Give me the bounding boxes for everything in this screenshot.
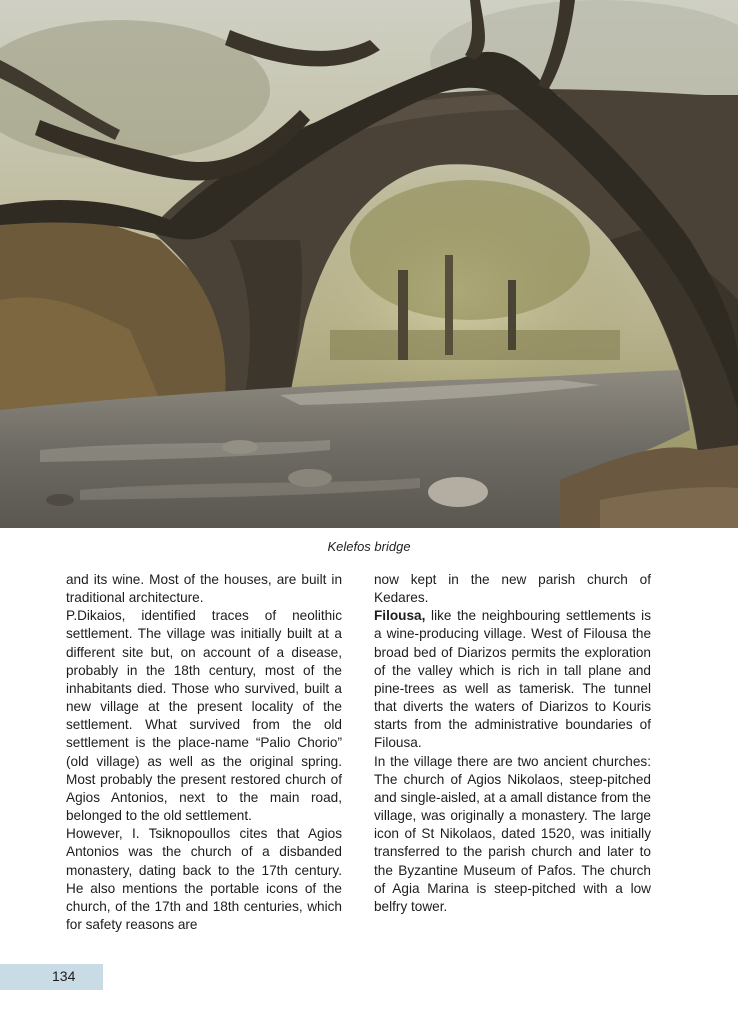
paragraph-text: like the neighbouring settlements is a wine-producing village. West of Filousa the broad bed of Diarizos permits the exploration of the valley which is rich in tall plane and pine-trees as well as tamerisk. The tunnel that diverts the waters of Diarizos to Kouris starts from the administrative boundaries of Filousa. <box>374 608 651 751</box>
page-number-tab <box>0 964 103 990</box>
paragraph: However, I. Tsiknopoullos cites that Agios Antonios was the church of a disbanded monastery, dating back to the 17th century. He also mentions the portable icons of the church, of the 17th and 18th centuries, which for safety reasons are <box>66 826 342 932</box>
paragraph: In the village there are two ancient churches: The church of Agios Nikolaos, steep-pitched and single-aisled, at a amall distance from the village, was originally a monastery. The large icon of St Nikolaos, dated 1520, was initially transferred to the parish church and later to the Byzantine Museum of Pafos. The church of Agia Marina is steep-pitched with a low belfry tower. <box>374 753 651 914</box>
paragraph <box>374 607 651 752</box>
paragraph: now kept in the new parish church of Kedares. <box>374 572 651 606</box>
left-text-column <box>66 571 342 934</box>
paragraph-lead-word: Filousa, <box>374 608 426 624</box>
right-text-column <box>374 571 651 916</box>
figure-caption: Kelefos bridge <box>327 539 411 554</box>
page-number: 134 <box>52 968 76 984</box>
paragraph: P.Dikaios, identified traces of neolithic settlement. The village was initially built at a different site but, on account of a disease, probably in the 18th century, most of the inhabitants died. Those who survived, built a new village at the present locality of the settlement. What survived from the old settlement is the place-name “Palio Chorio” (old village) as well as the original spring. Most probably the present restored church of Agios Antonios, next to the main road, belonged to the old settlement. <box>66 608 342 824</box>
paragraph: and its wine. Most of the houses, are built in traditional architecture. <box>66 572 342 606</box>
